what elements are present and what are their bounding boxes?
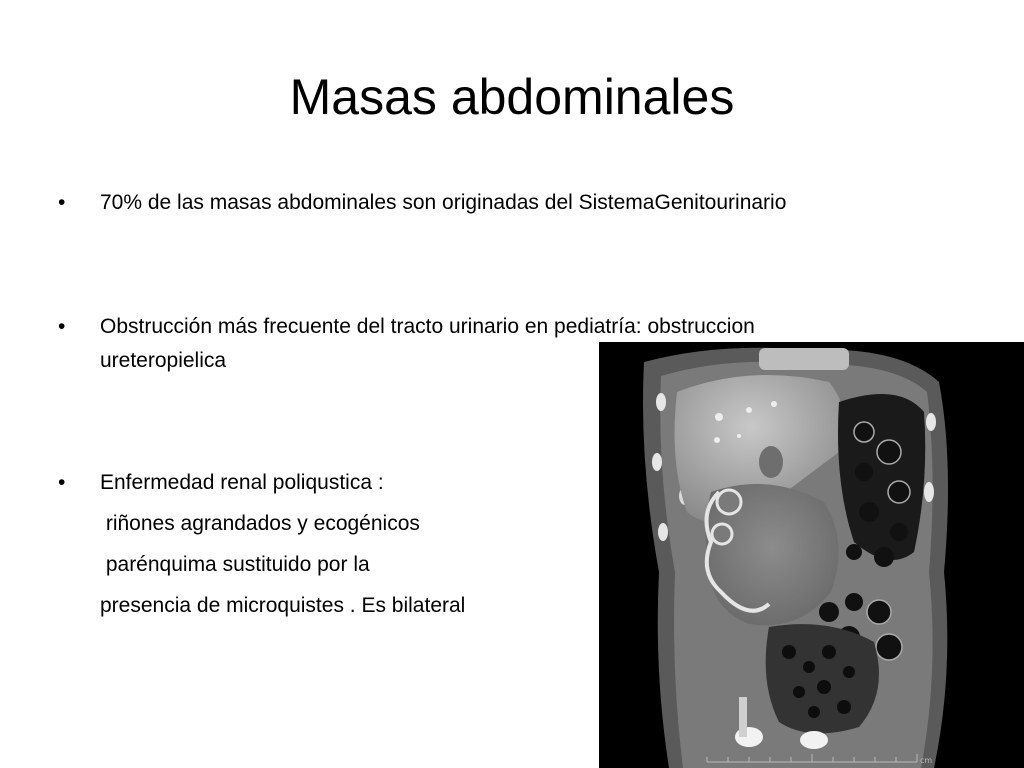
ct-scan-image: [599, 342, 1024, 768]
bullet-text: 70% de las masas abdominales son originadas del SistemaGenitourinario: [100, 191, 787, 214]
bullet-marker: •: [58, 191, 66, 214]
ct-scan-drawing: [599, 342, 1024, 768]
slide-title: Masas abdominales: [289, 69, 735, 125]
bullet-text: Obstrucción más frecuente del tracto urinario en pediatría: obstruccion: [100, 315, 755, 338]
scale-unit-label: cm: [920, 756, 933, 765]
bullet-marker: •: [58, 315, 66, 338]
bullet-text: ureteropielica: [100, 349, 227, 372]
bullet-marker: •: [58, 471, 66, 494]
bullet-text: presencia de microquistes . Es bilateral: [100, 594, 466, 617]
bullet-text: parénquima sustituido por la: [100, 553, 370, 576]
bullet-text: Enfermedad renal poliqustica :: [100, 471, 384, 494]
bullet-text: riñones agrandados y ecogénicos: [100, 512, 420, 535]
